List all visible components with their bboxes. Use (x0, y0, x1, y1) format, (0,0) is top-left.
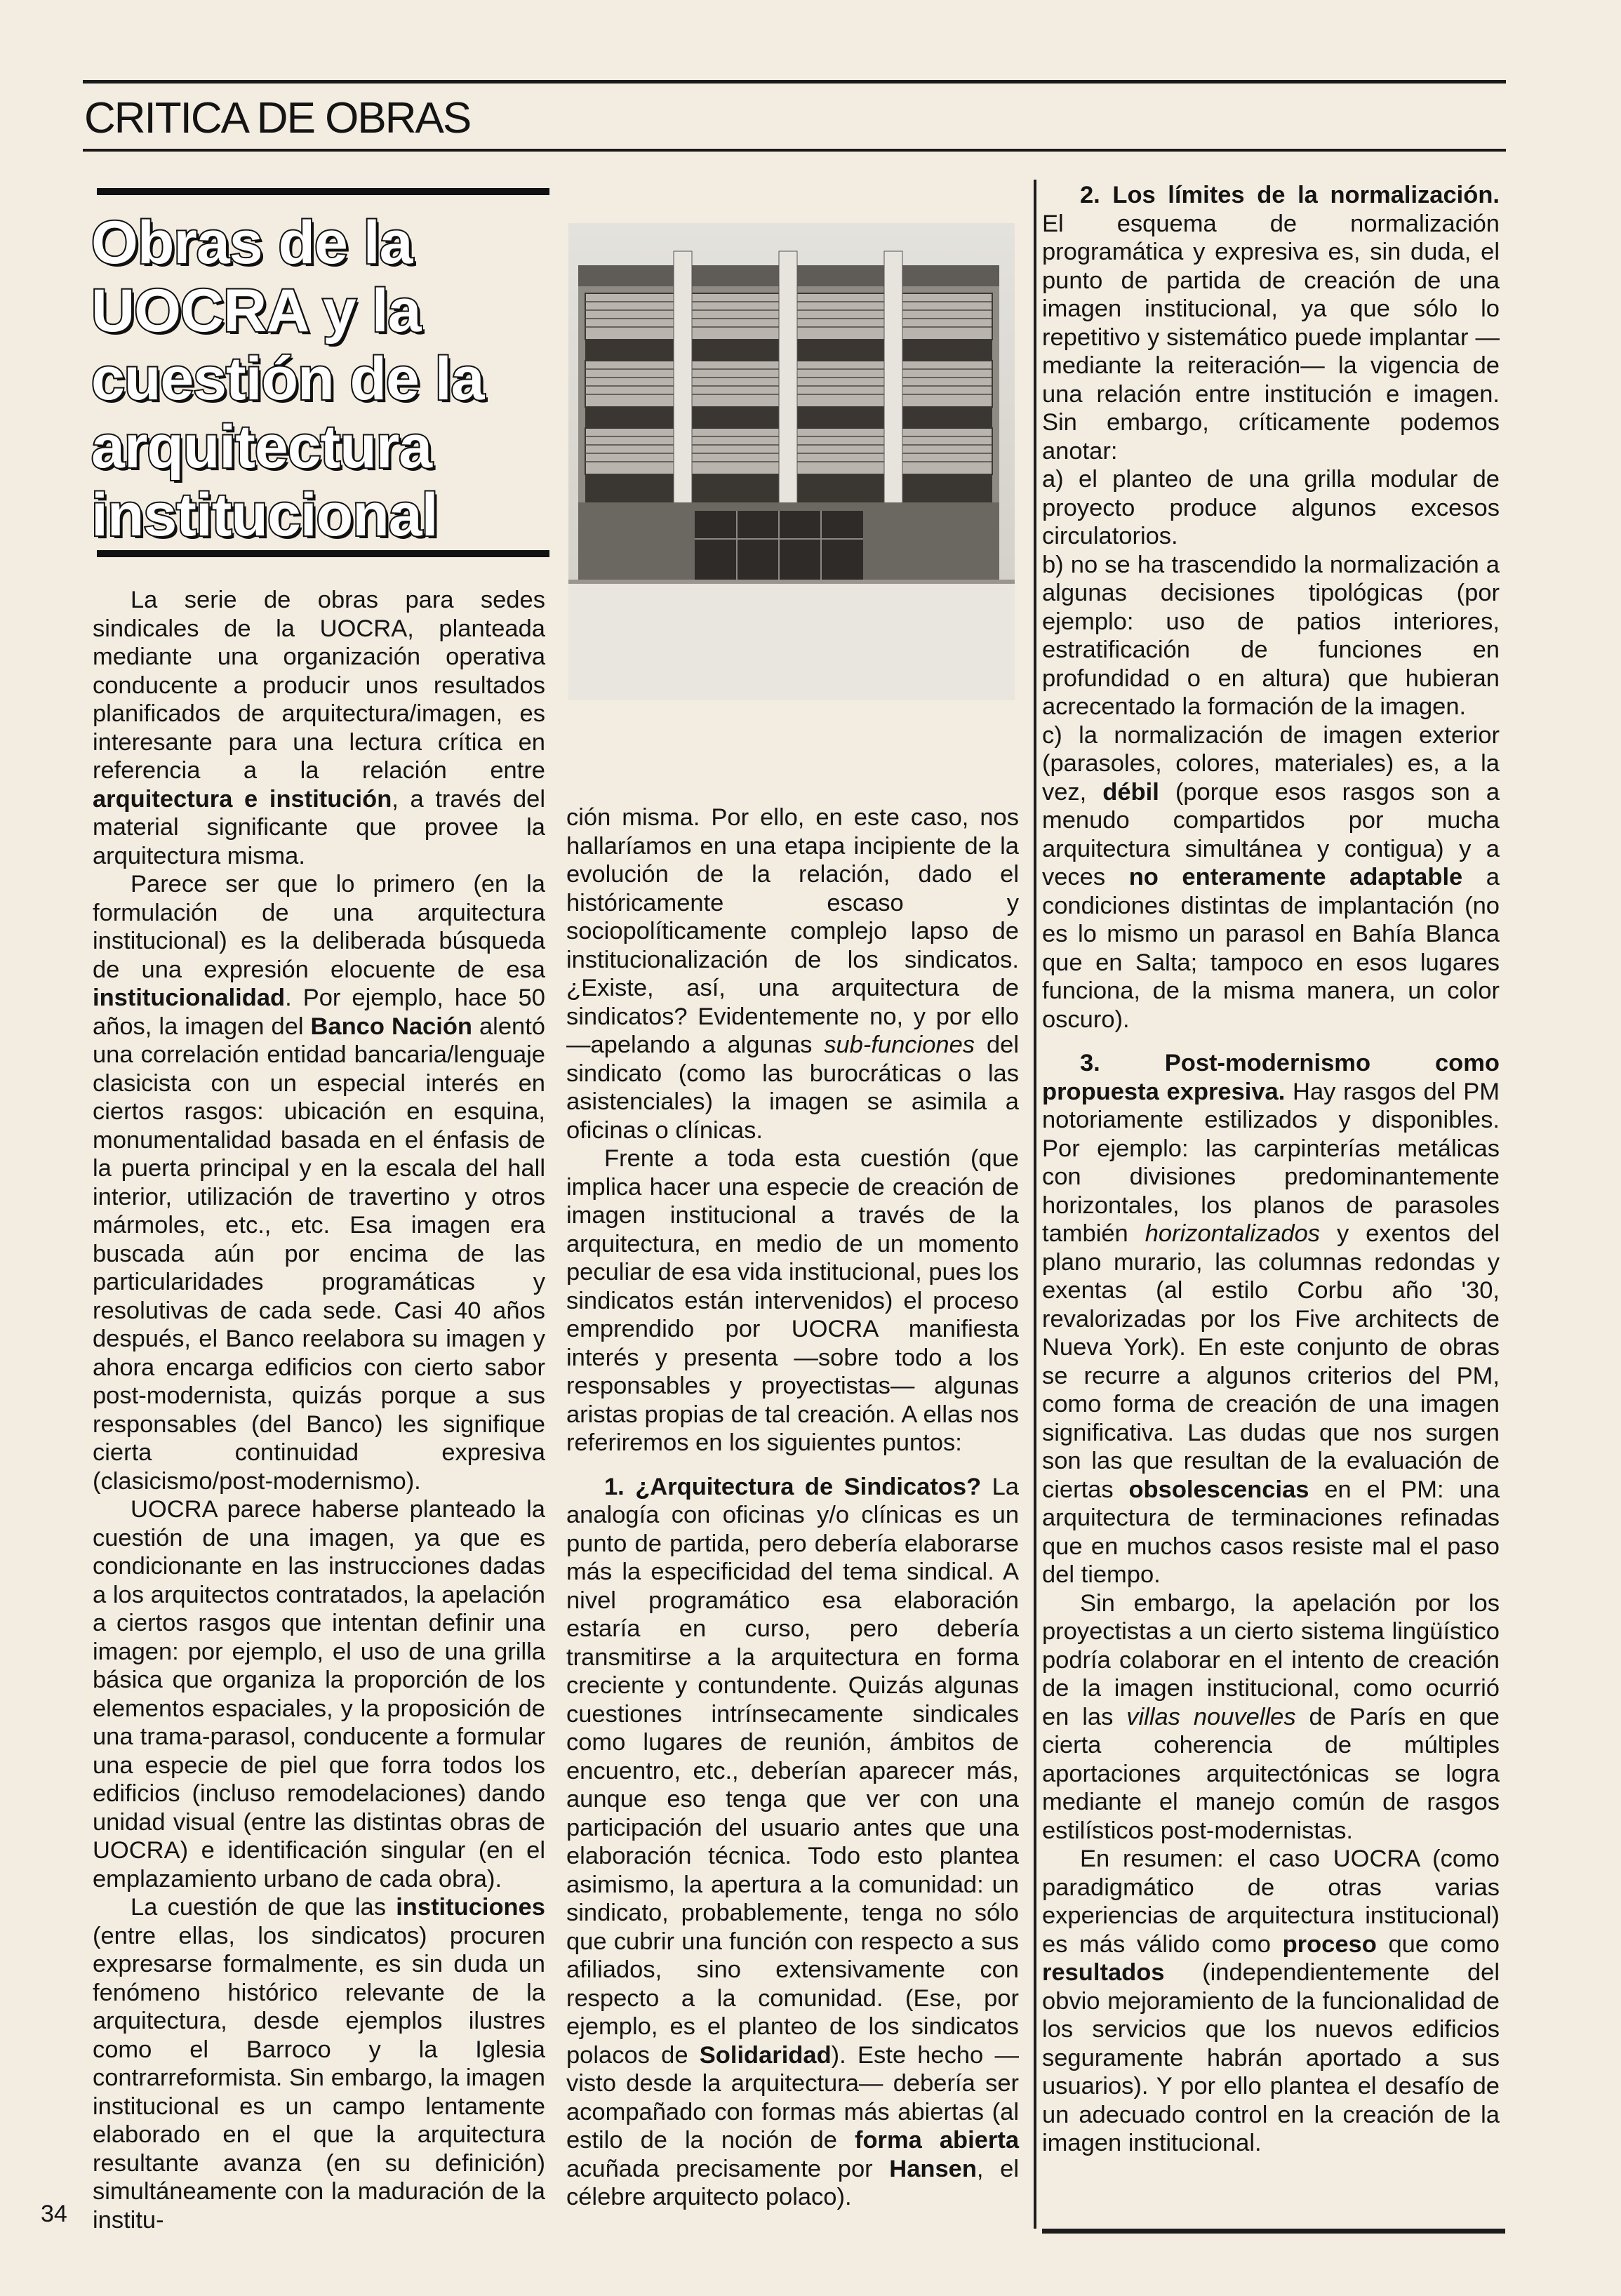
paragraph: c) la normalización de imagen exterior (parasoles, colores, materiales) es, a la vez, débil (porque esos rasgos son a menudo compartidos por mucha arquitectura simultánea y contigua) y a veces no enteramente adaptable a condiciones distintas de implantación (no es lo mismo un parasol en Bahía Blanca que en Salta; tampoco en esos lugares funciona, de la misma manera, un color oscuro). (1042, 721, 1500, 1033)
column-1 (93, 586, 545, 2234)
section-title: CRITICA DE OBRAS (84, 94, 471, 142)
title-bar-bottom (97, 550, 549, 557)
title-line: UOCRA y la (91, 277, 421, 345)
paragraph: 1. ¿Arquitectura de Sindicatos? La analogía con oficinas y/o clínicas es un punto de partida, pero debería elaborarse más la especificidad del tema sindical. A nivel programático esa elaboración estaría en curso, pero debería transmitirse a la arquitectura en forma creciente y contundente. Quizás algunas cuestiones intrínsecamente sindicales como lugares de reunión, ámbitos de encuentro, etc., deberían aparecer más, aunque eso tenga que ver con una participación del usuario antes que una elaboración técnica. Todo esto plantea asimismo, la apertura a la comunidad: un sindicato, probablemente, tenga no sólo que cubrir una función con respecto a sus afiliados, sino extensivamente con respecto a la comunidad. (Ese, por ejemplo, es el planteo de los sindicatos polacos de Solidaridad). Este hecho —visto desde la arquitectura— debería ser acompañado con formas más abiertas (al estilo de la noción de forma abierta acuñada precisamente por Hansen, el célebre arquitecto polaco). (566, 1473, 1020, 2210)
title-bar-top (97, 188, 549, 195)
title-line: institucional (91, 481, 438, 549)
paragraph: Frente a toda esta cuestión (que implica hacer una especie de creación de imagen institucional a través de la arquitectura, en medio de un momento peculiar de esa vida institucional, pues los sindicatos están intervenidos) el proceso emprendido por UOCRA manifiesta interés y presenta —sobre todo a los responsables y proyectistas— algunas aristas propias de tal creación. A ellas nos referiremos en los siguientes puntos: (566, 1145, 1019, 1456)
title-line: Obras de la (91, 209, 413, 276)
title-line: cuestión de la (91, 345, 484, 413)
paragraph: Sin embargo, la apelación por los proyectistas a un cierto sistema lingüístico podría colaborar en el intento de creación de la imagen institucional, como ocurrió en las villas nouvelles de París en que cierta coherencia de múltiples aportaciones arquitectónicas se logra mediante el manejo común de rasgos estilísticos post-modernistas. (1042, 1589, 1500, 1844)
paragraph: Parece ser que lo primero (en la formulación de una arquitectura institucional) es la deliberada búsqueda de una expresión elocuente de esa institucionalidad. Por ejemplo, hace 50 años, la imagen del Banco Nación alentó una correlación entidad bancaria/lenguaje clasicista con un especial interés en ciertos rasgos: ubicación en esquina, monumentalidad basada en el énfasis de la puerta principal y en la escala del hall interior, utilización de travertino y otros mármoles, etc., etc. Esa imagen era buscada aún por encima de las particularidades programáticas y resolutivas de cada sede. Casi 40 años después, el Banco reelabora su imagen y ahora encarga edificios con cierto sabor post-modernista, quizás porque a sus responsables (del Banco) les signifique cierta continuidad expresiva (clasicismo/post-modernismo). (93, 871, 545, 1495)
paragraph: 2. Los límites de la normalización. El esquema de normalización programática y expresiva es, sin duda, el punto de partida de creación de una imagen institucional, ya que sólo lo repetitivo y sistemático puede implantar —mediante la reiteración— la vigencia de una relación entre institución e imagen. Sin embargo, críticamente podemos anotar: (1042, 182, 1500, 465)
title-line: arquitectura (91, 413, 432, 481)
column-3 (1042, 181, 1500, 2158)
paragraph: b) no se ha trascendido la normalización a algunas decisiones tipológicas (por ejemplo: uso de patios interiores, estratificación de funciones en profundidad o en altura) que hubieran acrecentado la formación de la imagen. (1042, 551, 1500, 720)
article-title-block (91, 188, 547, 557)
paragraph: a) el planteo de una grilla modular de proyecto produce algunos excesos circulatorios. (1042, 466, 1500, 549)
paragraph: La serie de obras para sedes sindicales de la UOCRA, planteada mediante una organización operativa conducente a producir unos resultados planificados de arquitectura/imagen, es interesante para una lectura crítica en referencia a la relación entre arquitectura e institución, a través del material significante que provee la arquitectura misma. (93, 587, 545, 869)
building-facade-photo (568, 223, 1015, 700)
header-rule-bottom (83, 149, 1506, 152)
paragraph: En resumen: el caso UOCRA (como paradigmático de otras varias experiencias de arquitectura institucional) es más válido como proceso que como resultados (independientemente del obvio mejoramiento de la funcionalidad de los servicios que los nuevos edificios seguramente habrán aportado a sus usuarios). Y por ello plantea el desafío de un adecuado control en la creación de la imagen institucional. (1042, 1846, 1500, 2156)
footer-rule (1042, 2229, 1505, 2234)
header-rule-top (83, 80, 1506, 84)
column-divider (1034, 180, 1036, 2229)
column-2 (566, 803, 1019, 2212)
page-number: 34 (41, 2201, 67, 2227)
section-header (83, 80, 1506, 152)
article-title (91, 209, 547, 549)
paragraph: 3. Post-modernismo como propuesta expresiva. Hay rasgos del PM notoriamente estilizados y disponibles. Por ejemplo: las carpinterías metálicas con divisiones predominantemente horizontales, los planos de parasoles también horizontalizados y exentos del plano murario, las columnas redondas y exentas (al estilo Corbu año '30, revalorizadas por los Five architects de Nueva York). En este conjunto de obras se recurre a algunos criterios del PM, como forma de creación de una imagen significativa. Las dudas que nos surgen son las que resultan de la evaluación de ciertas obsolescencias en el PM: una arquitectura de terminaciones refinadas que en muchos casos resiste mal el paso del tiempo. (1042, 1050, 1500, 1588)
paragraph: ción misma. Por ello, en este caso, nos hallaríamos en una etapa incipiente de la evolución de la relación, dado el históricamente escaso y sociopolíticamente complejo lapso de institucionalización de los sindicatos. ¿Existe, así, una arquitectura de sindicatos? Evidentemente no, y por ello —apelando a algunas sub-funciones del sindicato (como las burocráticas o las asistenciales) la imagen se asimila a oficinas o clínicas. (566, 804, 1019, 1144)
paragraph: La cuestión de que las instituciones (entre ellas, los sindicatos) procuren expresarse formalmente, es sin duda un fenómeno histórico relevante de la arquitectura, desde ejemplos ilustres como el Barroco y la Iglesia contrarreformista. Sin embargo, la imagen institucional es un campo lentamente elaborado en el que la arquitectura resultante avanza (en su definición) simultáneamente con la maduración de la institu- (93, 1894, 545, 2234)
paragraph: UOCRA parece haberse planteado la cuestión de una imagen, ya que es condicionante en las instrucciones dadas a los arquitectos contratados, la apelación a ciertos rasgos que intentan definir una imagen: por ejemplo, el uso de una grilla básica que organiza la proporción de los elementos espaciales, y la proposición de una trama-parasol, conducente a formular una especie de piel que forra todos los edificios (incluso remodelaciones) dando unidad visual (entre las distintas obras de UOCRA) e identificación singular (en el emplazamiento urbano de cada obra). (93, 1496, 545, 1893)
